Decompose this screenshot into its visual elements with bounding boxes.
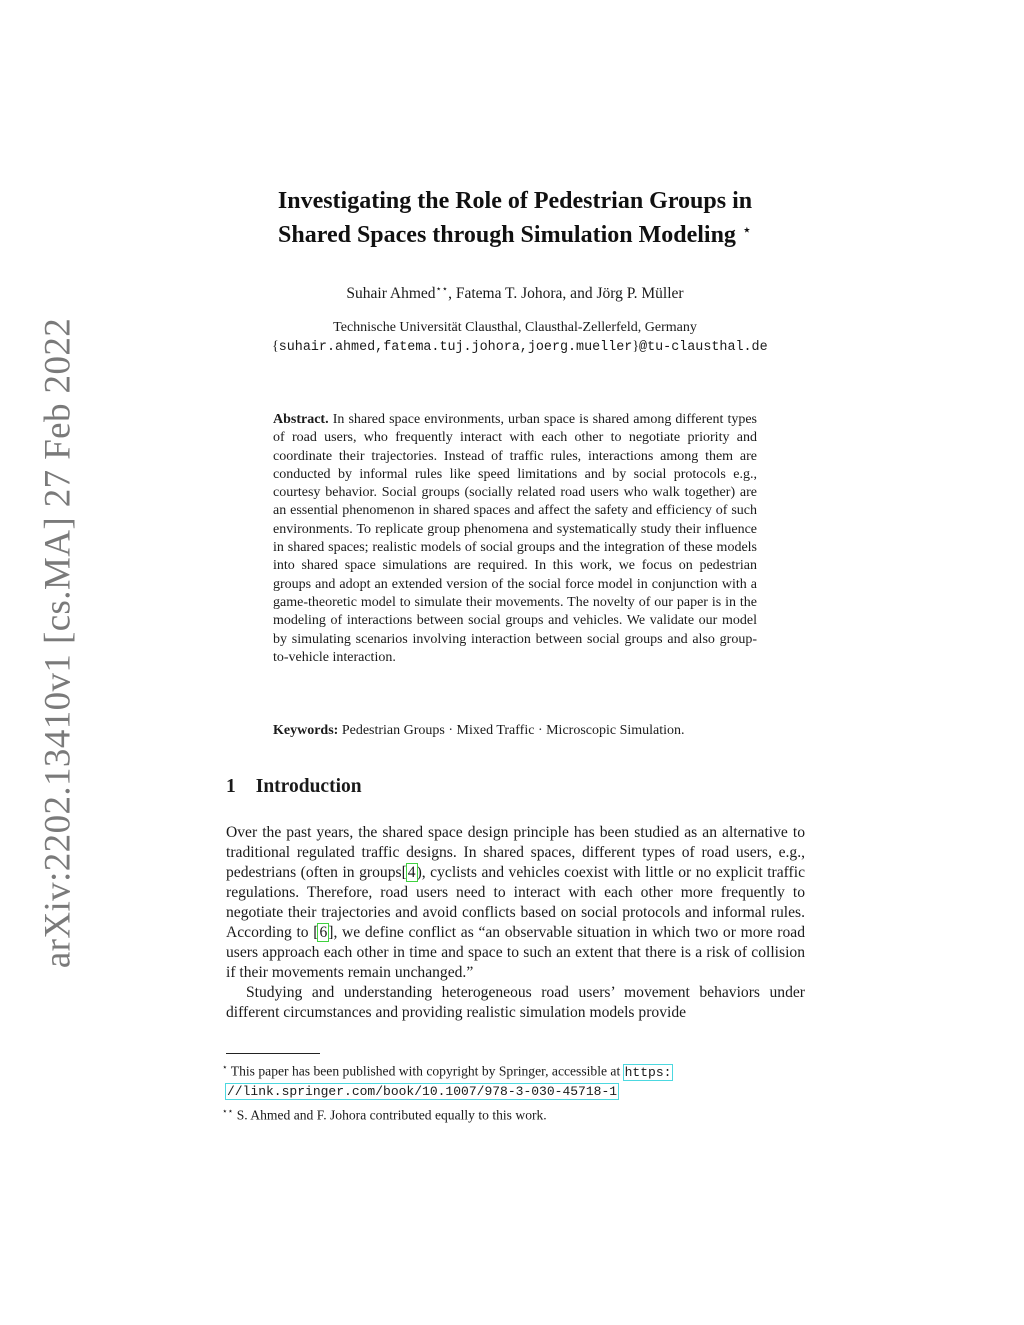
title-line-1: Investigating the Role of Pedestrian Groups in [277,188,753,214]
abstract [273,411,757,667]
arxiv-identifier: arXiv:2202.13410v1 [cs.MA] 27 Feb 2022 [37,317,79,969]
section-number: 1 [226,776,236,797]
affiliation: Technische Universität Clausthal, Clausthal-Zellerfeld, Germany [333,320,697,335]
footnotes [222,1058,807,1125]
email-brace-close: } [632,339,640,354]
footnote-1-text: This paper has been published with copyright by Springer, accessible at [230,1063,624,1079]
email-brace-open: { [272,339,279,354]
intro-paragraph-2: Studying and understanding heterogeneous road users’ movement behaviors under different circumstances and providing realistic simulation models provide [226,984,805,1021]
keywords-text: Pedestrian Groups · Mixed Traffic · Microscopic Simulation. [341,723,685,738]
abstract-label: Abstract. [273,412,329,427]
arxiv-sidebar [18,317,98,969]
keywords [273,723,757,739]
introduction-body [226,823,805,1023]
springer-url-link-part-2[interactable]: //link.springer.com/book/10.1007/978-3-030-45718-1 [227,1084,618,1100]
footnote-1 [222,1058,807,1102]
abstract-text: In shared space environments, urban space is shared among different types of road users, who frequently interact with each other to negotiate priority and coordinate their trajectories. Instead of traffic rules, interactions among them are conducted by informal rules like speed limitations and by social protocols e.g., courtesy behavior. Social groups (socially related road users who walk together) are an essential phenomenon in shared spaces and affect the safety and efficiency of such environments. To replicate group phenomena and systematically study their influence in shared spaces; realistic models of social groups and the integration of these models into shared space simulations are required. In this work, we focus on pedestrian groups and adopt an extended version of the social force model in conjunction with a game-theoretic model to simulate their movements. The novelty of our paper is in the modeling of interactions between social groups and vehicles. We validate our model by simulating scenarios involving interaction between social groups and also group-to-vehicle interaction. [273,412,758,665]
title-line-2: Shared Spaces through Simulation Modeling [278,222,736,248]
email-users: suhair.ahmed,fatema.tuj.johora,joerg.mueller [278,340,633,355]
author-1: Suhair Ahmed [346,285,436,303]
author-1-mark: ⋆⋆ [435,284,449,295]
citation-link-4[interactable]: 4 [407,864,416,881]
footnote-2-text: S. Ahmed and F. Johora contributed equally to this work. [236,1107,547,1123]
intro-p1-part-a: Over the past years, the shared space design principle has been studied as an alternative to traditional regulated traffic designs. In shared spaces, different types of road users, e.g., pedestrians (often in groups [226,824,805,881]
email-domain: @tu-clausthal.de [639,340,768,355]
section-heading [226,776,362,798]
footnote-1-mark: ⋆ [222,1062,228,1072]
title-footnote-mark: ⋆ [741,222,752,239]
footnote-2 [222,1102,807,1125]
author-list [200,284,830,303]
springer-url-link-part-1[interactable]: https: [624,1064,672,1080]
author-emails [272,339,772,355]
keywords-label: Keywords: [273,723,339,738]
paper-title [200,186,830,250]
intro-p1-part-b: ), cyclists and vehicles coexist with little or no explicit traffic regulations. Therefore, road users need to interact with each other more frequently to negotiate their trajectories and avoid conflicts based on social protocols and informal rules. According to [226,864,805,941]
citation-link-6[interactable]: 6 [319,924,328,941]
intro-p1-part-c: , we define conflict as “an observable situation in which two or more road users approach each other in time and space to such an extent that there is a risk of collision if their movements remain unchanged.” [226,924,805,981]
authors-rest: , Fatema T. Johora, and Jörg P. Müller [448,285,684,303]
footnote-2-mark: ⋆⋆ [222,1106,234,1117]
section-title: Introduction [255,776,362,797]
footnote-divider [226,1053,320,1054]
intro-paragraph-1: Over the past years, the shared space design principle has been studied as an alternative to traditional regulated traffic designs. In shared spaces, different types of road users, e.g., pedestrians (often in groups[4), cyclists and vehicles coexist with little or no explicit traffic regulations. Therefore, road users need to interact with each other more frequently to negotiate their trajectories and avoid conflicts based on social protocols and informal rules. According to [6], we define conflict as “an observable situation in which two or more road users approach each other in time and space to such an extent that there is a risk of collision if their movements remain unchanged.” [226,824,805,981]
